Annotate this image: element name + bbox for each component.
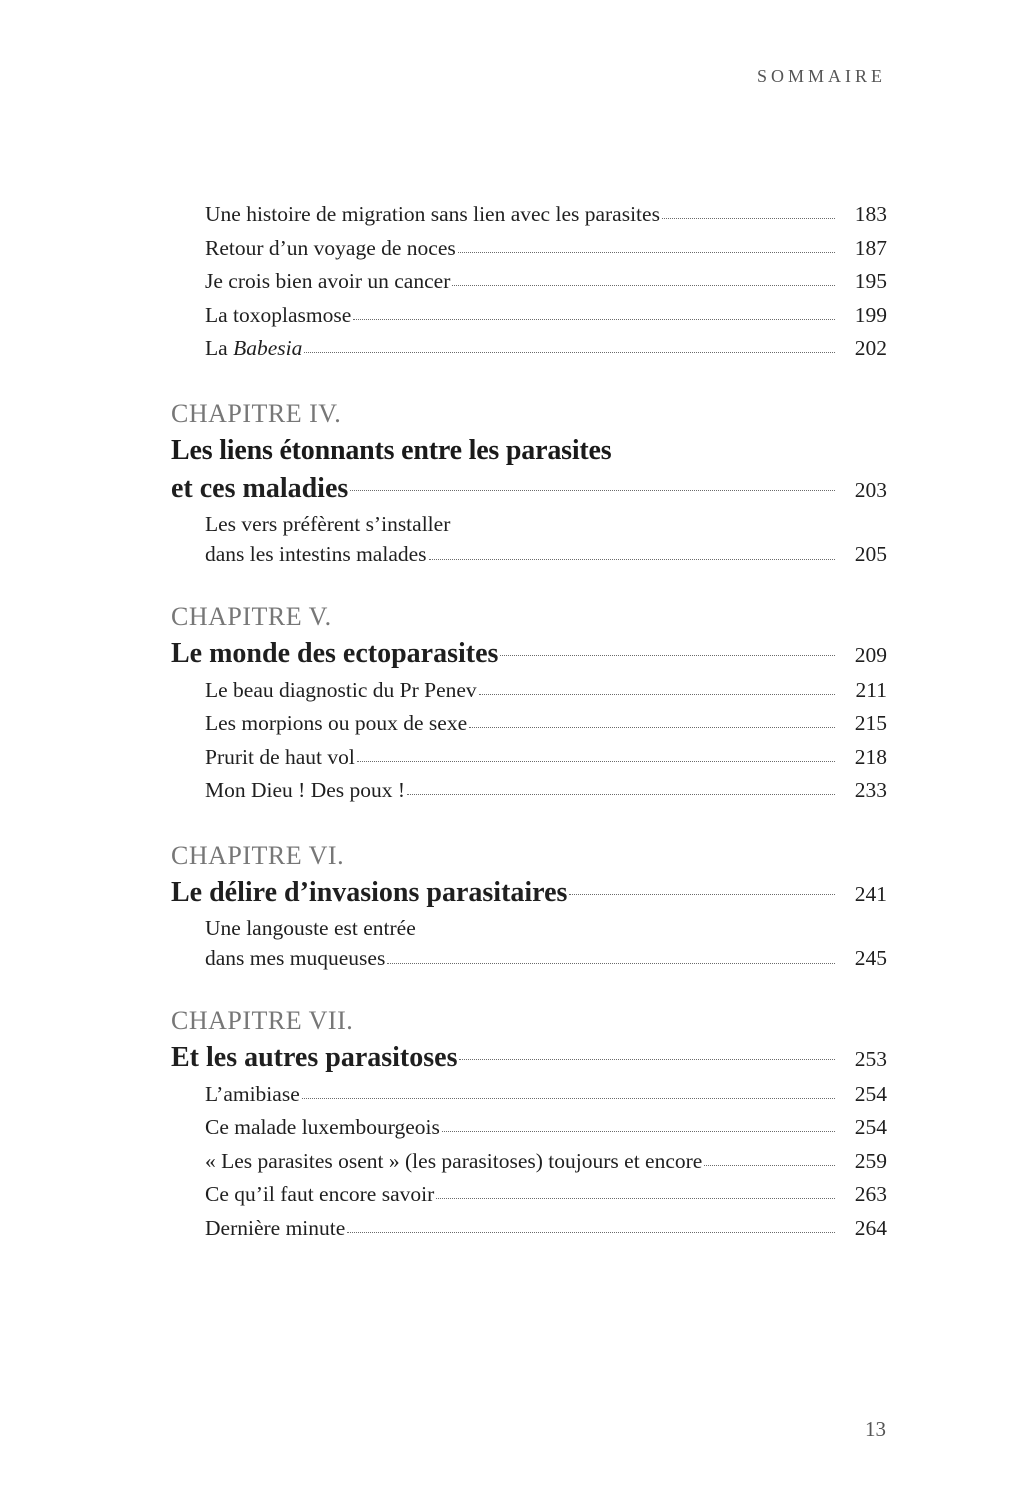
dot-leader	[704, 1141, 835, 1166]
toc-entry-page: 254	[843, 1078, 887, 1112]
chapter-number: CHAPITRE VII.	[171, 1005, 354, 1035]
chapter-title: Et les autres parasitoses	[171, 1039, 457, 1077]
dot-leader	[459, 1033, 835, 1060]
toc-entry[interactable]	[171, 509, 887, 569]
toc-entry[interactable]	[171, 674, 887, 708]
chapter-entry[interactable]	[171, 874, 887, 913]
dot-leader	[350, 464, 835, 491]
toc-entry-label: Je crois bien avoir un cancer	[205, 265, 450, 299]
toc-entry-label: Mon Dieu ! Des poux !	[205, 774, 405, 808]
toc-entry[interactable]	[171, 1078, 887, 1112]
chapter-title: Le délire d’invasions parasitaires	[171, 874, 567, 912]
chapter-page: 203	[843, 471, 887, 509]
toc-entry-page: 218	[843, 741, 887, 775]
toc-entry[interactable]	[171, 198, 887, 232]
toc-entry-label	[205, 332, 302, 366]
toc-entry[interactable]	[171, 232, 887, 266]
toc-entry[interactable]	[171, 1111, 887, 1145]
running-head: SOMMAIRE	[756, 66, 886, 86]
toc-entry-label: Ce malade luxembourgeois	[205, 1111, 440, 1145]
toc-entry[interactable]	[171, 741, 887, 775]
dot-leader	[304, 328, 835, 353]
toc-entry-page: 205	[843, 539, 887, 569]
page-number: 13	[865, 1417, 886, 1441]
toc-entry[interactable]	[171, 299, 887, 333]
toc-entry-page: 254	[843, 1111, 887, 1145]
dot-leader	[469, 703, 835, 728]
toc-entry-page: 264	[843, 1212, 887, 1246]
dot-leader	[387, 939, 835, 964]
dot-leader	[429, 535, 835, 560]
table-of-contents	[171, 198, 887, 1245]
chapter-page: 253	[843, 1040, 887, 1078]
toc-entry-page: 187	[843, 232, 887, 266]
toc-entry-label: Dernière minute	[205, 1212, 345, 1246]
chapter-page: 209	[843, 636, 887, 674]
toc-entry-page: 259	[843, 1145, 887, 1179]
dot-leader	[302, 1074, 835, 1099]
toc-entry-label: Prurit de haut vol	[205, 741, 355, 775]
toc-entry-label: Une langouste est entrée	[205, 915, 416, 940]
toc-entry[interactable]	[171, 1212, 887, 1246]
toc-entry-page: 199	[843, 299, 887, 333]
chapter-entry[interactable]	[171, 635, 887, 674]
chapter-title-line: Les liens étonnants entre les parasites	[171, 434, 612, 466]
toc-entry-page: 211	[843, 674, 887, 708]
toc-entry[interactable]	[171, 332, 887, 366]
toc-entry[interactable]	[171, 1145, 887, 1179]
toc-entry-label: dans mes muqueuses	[205, 943, 385, 973]
label-prefix: La	[205, 336, 234, 360]
toc-entry-label: Ce qu’il faut encore savoir	[205, 1178, 434, 1212]
chapter-number: CHAPITRE V.	[171, 601, 332, 631]
toc-entry-label: dans les intestins malades	[205, 539, 427, 569]
dot-leader	[500, 629, 835, 656]
dot-leader	[479, 670, 835, 695]
toc-entry-page: 195	[843, 265, 887, 299]
toc-entry[interactable]	[171, 1178, 887, 1212]
toc-entry-label: « Les parasites osent » (les parasitoses) toujours et encore	[205, 1145, 702, 1179]
label-italic: Babesia	[233, 336, 303, 360]
toc-entry-label: Les morpions ou poux de sexe	[205, 707, 467, 741]
toc-entry-page: 263	[843, 1178, 887, 1212]
toc-entry-label: Une histoire de migration sans lien avec les parasites	[205, 198, 660, 232]
toc-entry-page: 183	[843, 198, 887, 232]
toc-entry-page: 215	[843, 707, 887, 741]
dot-leader	[452, 261, 835, 286]
chapter-title: et ces maladies	[171, 470, 348, 508]
dot-leader	[407, 770, 835, 795]
toc-entry[interactable]	[171, 774, 887, 808]
dot-leader	[662, 194, 835, 219]
dot-leader	[442, 1107, 835, 1132]
toc-entry-page: 233	[843, 774, 887, 808]
toc-entry-label: La toxoplasmose	[205, 299, 351, 333]
toc-entry-label: Les vers préfèrent s’installer	[205, 511, 451, 536]
toc-entry-label: Retour d’un voyage de noces	[205, 232, 456, 266]
toc-entry-label: Le beau diagnostic du Pr Penev	[205, 674, 477, 708]
toc-entry-label: L’amibiase	[205, 1078, 300, 1112]
chapter-title: Le monde des ectoparasites	[171, 635, 498, 673]
toc-entry[interactable]	[171, 913, 887, 973]
chapter-entry[interactable]	[171, 1039, 887, 1078]
chapter-number: CHAPITRE VI.	[171, 840, 345, 870]
toc-entry[interactable]	[171, 265, 887, 299]
toc-entry-page: 202	[843, 332, 887, 366]
chapter-entry[interactable]	[171, 470, 887, 509]
dot-leader	[569, 868, 835, 895]
chapter-number: CHAPITRE IV.	[171, 398, 342, 428]
toc-entry[interactable]	[171, 707, 887, 741]
chapter-page: 241	[843, 875, 887, 913]
toc-entry-page: 245	[843, 943, 887, 973]
